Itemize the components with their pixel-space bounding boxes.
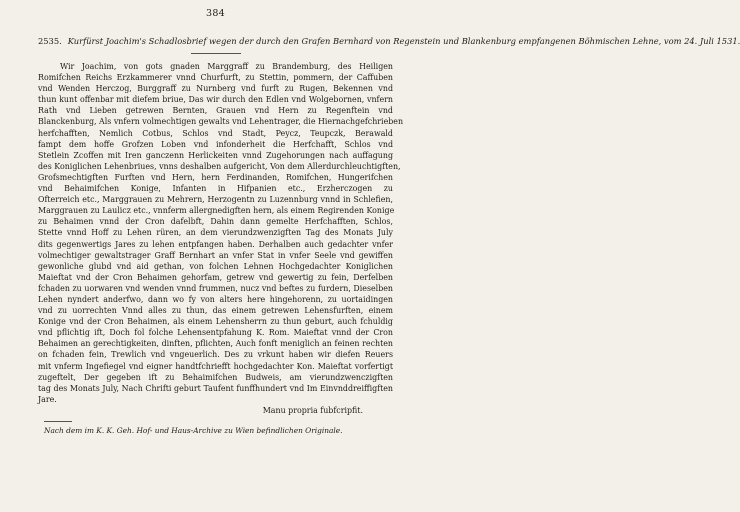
body-line: Marggrauen zu Laulicz etc., vnnferm allergnedigften hern, als einem Regirenden Konige: [38, 206, 395, 216]
body-line: zu Behaimen vnnd der Cron dafelbft, Dahin dann gemelte Herfchafften, Schlos,: [38, 217, 393, 227]
document-body: [38, 61, 404, 405]
body-line: Konige vnd der Cron Behaimen, als einem Lehensherrn zu thun geburt, auch fchuldig: [38, 317, 393, 327]
body-line: vnd Wenden Herczog, Burggraff zu Nurnberg vnd furft zu Rugen, Bekennen vnd: [38, 84, 393, 94]
page-number: 384: [205, 8, 226, 19]
body-line: dits gegenwertigs Jares zu lehen entpfangen haben. Derhalben auch gedachter vnfer: [38, 239, 393, 249]
body-line: mit vnferm Ingefiegel vnd eigner handtfchriefft hochgedachter Kon. Maieftat vorfertigt: [38, 361, 393, 371]
signature-line: Manu propria fubfcripfit.: [262, 405, 363, 415]
body-line: fampt dem hoffe Grofzen Loben vnd infonderheit die Herfchafft, Schlos vnd: [38, 139, 393, 149]
body-line: Stette vnnd Hoff zu Lehen rüren, an dem vierundzwenzigften Tag des Monats July: [38, 228, 393, 238]
body-line: Romifchen Reichs Erzkammerer vnnd Churfurft, zu Stettin, pommern, der Caffuben: [38, 73, 393, 83]
body-line: Blanckenburg, Als vnfern volmechtigen gewalts vnd Lehentrager, die Hiernachgefchrieben: [38, 117, 404, 127]
body-line: on fchaden fein, Trewlich vnd vngeuerlich. Des zu vrkunt haben wir diefen Reuers: [38, 350, 393, 360]
body-line: des Koniglichen Lehenbriues, vnns deshalben aufgericht, Von dem Allerdurchleuchtigften,: [38, 161, 401, 171]
entry-number: 2535.: [38, 36, 62, 46]
body-line: Behaimen an gerechtigkeiten, dinften, pflichten, Auch fonft meniglich an feinen rechten: [38, 339, 393, 349]
body-line: tag des Monats July, Nach Chrifti geburt Taufent funffhundert vnd Im Einvnddreiffigften: [38, 383, 393, 393]
body-line: vnd pflichtig ift, Doch fol folche Lehensentpfahung K. Rom. Maieftat vnnd der Cron: [38, 328, 393, 338]
body-line: Lehen nyndert anderfwo, dann wo fy von alters here hingehorenn, zu uortaidingen: [38, 294, 393, 304]
body-line: Maieftat vnd der Cron Behaimen gehorfam, getrew vnd gewertig zu fein, Derfelben: [38, 272, 393, 282]
body-line: zugeftelt, Der gegeben ift zu Behaimifchen Budweis, am vierundzwenczigften: [38, 372, 393, 382]
body-line: Rath vnd Lieben getrewen Bernten, Grauen vnd Hern zu Regenftein vnd: [38, 106, 393, 116]
body-line: gewonliche glubd vnd aid gethan, von folchen Lehnen Hochgedachter Koniglichen: [38, 261, 393, 271]
body-line: Stetlein Zcoffen mit Iren ganczenn Herlickeiten vnnd Zugehorungen nach auffagung: [38, 150, 393, 160]
body-line: Ofterreich etc., Marggrauen zu Mehrern, Herzogentn zu Luzennburg vnnd in Schlefien,: [38, 195, 393, 205]
body-line: vnd Behaimifchen Konige, Infanten in Hifpanien etc., Erzherczogen zu: [38, 184, 393, 194]
body-line: Grofsmechtigften Furften vnd Hern, hern Ferdinanden, Romifchen, Hungerifchen: [38, 172, 393, 182]
entry-title: Kurfürst Joachim's Schadlosbrief wegen der durch den Grafen Bernhard von Regenstein und Blankenburg empfangenen Böhmischen Lehne, vom 24. Juli 1531.: [67, 36, 740, 46]
body-line: vnd zu uorrechten Vnnd alles zu thun, das einem getrewen Lehensfurften, einem: [38, 306, 393, 316]
body-line: herfchafften, Nemlich Cotbus, Schlos vnd Stadt, Peycz, Teupczk, Berawald: [38, 128, 393, 138]
source-footnote: Nach dem im K. K. Geh. Hof- und Haus-Archive zu Wien befindlichen Originale.: [44, 426, 343, 435]
body-line: Wir Joachim, von gots gnaden Marggraff zu Brandemburg, des Heiligen: [60, 62, 393, 71]
heading-divider: [191, 53, 241, 54]
body-line: thun kunt offenbar mit diefem briue, Das wir durch den Edlen vnd Wolgebornen, vnfern: [38, 95, 393, 105]
body-line: fchaden zu uorwaren vnd wenden vnnd frummen, nucz vnd beftes zu furdern, Dieselben: [38, 283, 393, 293]
footnote-divider: [44, 421, 72, 422]
body-line: Jare.: [38, 394, 57, 404]
entry-heading: [38, 36, 740, 47]
body-line: volmechtiger gewaltstrager Graff Bernhart an vnfer Stat in vnfer Seele vnd gewiffen: [38, 250, 393, 260]
